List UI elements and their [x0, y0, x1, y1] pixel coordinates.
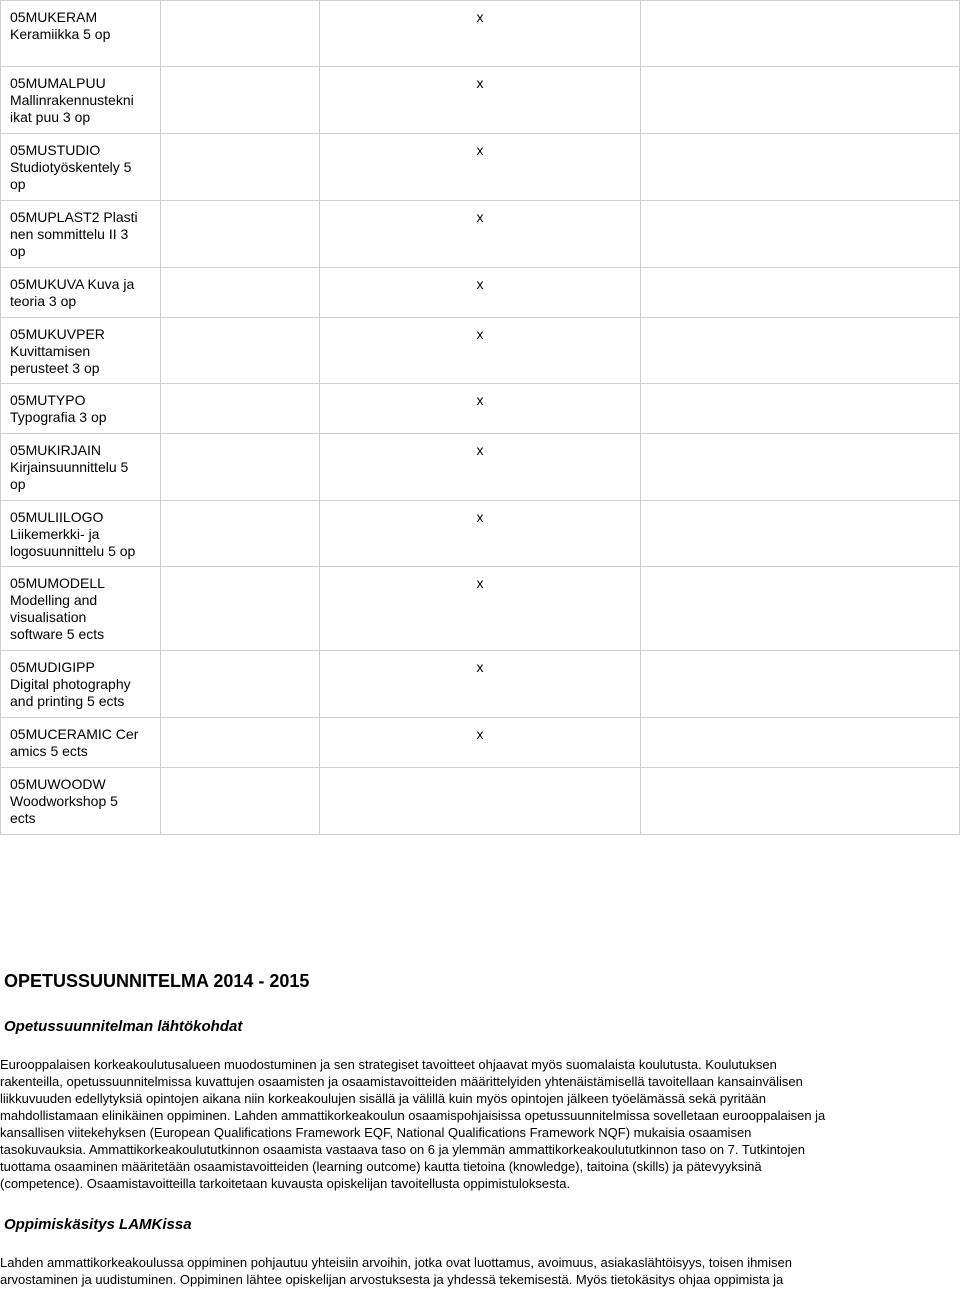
- course-mark-cell: [320, 268, 641, 318]
- course-mark: x: [476, 392, 484, 408]
- table-row: [1, 268, 960, 318]
- empty-cell: [161, 67, 320, 134]
- course-name-cell: [1, 384, 161, 434]
- course-name-cell: [1, 434, 161, 501]
- course-name: 05MUKUVA Kuva ja teoria 3 op: [10, 276, 135, 309]
- course-name: 05MULIILOGO Liikemerkki- ja logosuunnittelu 5 op: [10, 509, 136, 559]
- empty-cell: [161, 651, 320, 718]
- empty-cell: [161, 1, 320, 67]
- empty-cell: [161, 501, 320, 567]
- course-mark-cell: [320, 768, 641, 835]
- empty-cell: [641, 134, 960, 201]
- empty-cell: [641, 718, 960, 768]
- section-heading-learning-concept: Oppimiskäsitys LAMKissa: [4, 1216, 192, 1233]
- course-name-cell: [1, 268, 161, 318]
- section-heading-curriculum-basis: Opetussuunnitelman lähtökohdat: [4, 1018, 243, 1035]
- empty-cell: [161, 318, 320, 384]
- course-mark-cell: [320, 318, 641, 384]
- course-name: 05MUWOODW Woodworkshop 5 ects: [10, 776, 118, 826]
- course-mark-cell: [320, 434, 641, 501]
- table-row: [1, 651, 960, 718]
- empty-cell: [641, 268, 960, 318]
- course-mark-cell: [320, 501, 641, 567]
- empty-cell: [641, 434, 960, 501]
- course-name-cell: [1, 67, 161, 134]
- empty-cell: [641, 1, 960, 67]
- empty-cell: [161, 268, 320, 318]
- course-name: 05MUSTUDIO Studiotyöskentely 5 op: [10, 142, 132, 192]
- empty-cell: [641, 384, 960, 434]
- course-mark-cell: [320, 67, 641, 134]
- empty-cell: [641, 318, 960, 384]
- empty-cell: [161, 134, 320, 201]
- empty-cell: [161, 567, 320, 651]
- empty-cell: [641, 201, 960, 268]
- table-row: [1, 318, 960, 384]
- table-row: [1, 384, 960, 434]
- course-mark: [320, 768, 640, 776]
- course-name: 05MUCERAMIC Cer amics 5 ects: [10, 726, 139, 759]
- course-name-cell: [1, 718, 161, 768]
- course-mark-cell: [320, 1, 641, 67]
- course-name: 05MUPLAST2 Plasti nen sommittelu II 3 op: [10, 209, 138, 259]
- course-name-cell: [1, 501, 161, 567]
- course-mark: x: [476, 575, 484, 591]
- table-row: [1, 434, 960, 501]
- course-mark-cell: [320, 201, 641, 268]
- empty-cell: [161, 768, 320, 835]
- course-name: 05MUDIGIPP Digital photography and printing 5 ects: [10, 659, 131, 709]
- course-name: 05MUKERAM Keramiikka 5 op: [10, 9, 111, 42]
- course-mark: x: [476, 276, 484, 292]
- table-row: [1, 501, 960, 567]
- course-mark-cell: [320, 651, 641, 718]
- table-row: [1, 768, 960, 835]
- course-mark: x: [476, 509, 484, 525]
- table-row: [1, 1, 960, 67]
- document-title: OPETUSSUUNNITELMA 2014 - 2015: [4, 971, 310, 991]
- empty-cell: [641, 67, 960, 134]
- empty-cell: [641, 501, 960, 567]
- empty-cell: [641, 567, 960, 651]
- course-mark: x: [476, 9, 484, 25]
- course-name-cell: [1, 651, 161, 718]
- empty-cell: [161, 718, 320, 768]
- table-row: [1, 567, 960, 651]
- table-row: [1, 67, 960, 134]
- course-name-cell: [1, 134, 161, 201]
- course-mark: x: [476, 659, 484, 675]
- course-mark: x: [476, 326, 484, 342]
- course-mark-cell: [320, 567, 641, 651]
- empty-cell: [641, 651, 960, 718]
- section-paragraph-learning-concept: Lahden ammattikorkeakoulussa oppiminen pohjautuu yhteisiin arvoihin, jotka ovat luottamus, avoimuus, asiakaslähtöisyys, toisen ihmisen arvostaminen ja uudistuminen. Oppiminen lähtee opiskelijan arvostuksesta ja yhdessä tekemisestä. Myös tietokäsitys ohjaa oppimista ja: [0, 1255, 792, 1287]
- course-name-cell: [1, 318, 161, 384]
- section-paragraph-curriculum-basis: Eurooppalaisen korkeakoulutusalueen muodostuminen ja sen strategiset tavoitteet ohjaavat myös suomalaista koulutusta. Koulutuksen rakenteilla, opetussuunnitelmissa kuvattujen osaamisten ja osaamistavoitteiden määrittelyiden yhtenäistämisellä tavoitellaan kansainvälisen liikkuvuuden edellytyksiä opintojen aikana niin korkeakoulujen sisällä ja välillä kuin myös opintojen jälkeen työelämässä sekä pyritään mahdollistamaan elinikäinen oppiminen. Lahden ammattikorkeakoulun osaamispohjaisissa opetussuunnitelmissa sovelletaan eurooppalaisen ja kansallisen viitekehyksen (European Qualifications Framework EQF, National Qualifications Framework NQF) mukaisia osaamisen tasokuvauksia. Ammattikorkeakoulututkinnon osaamista vastaava taso on 6 ja ylemmän ammattikorkeakoulututkinnon taso on 7. Tutkintojen tuottama osaaminen määritetään osaamistavoitteiden (learning outcome) kautta tietoina (knowledge), taitoina (skills) ja pätevyyksinä (competence). Osaamistavoitteilla tarkoitetaan kuvausta opiskelijan tavoitellusta oppimistuloksesta.: [0, 1057, 826, 1191]
- table-row: [1, 718, 960, 768]
- empty-cell: [641, 768, 960, 835]
- course-mark-cell: [320, 134, 641, 201]
- empty-cell: [161, 384, 320, 434]
- course-mark: x: [476, 726, 484, 742]
- table-row: [1, 201, 960, 268]
- course-name: 05MUKIRJAIN Kirjainsuunnittelu 5 op: [10, 442, 129, 492]
- course-name: 05MUKUVPER Kuvittamisen perusteet 3 op: [10, 326, 105, 376]
- course-name: 05MUMALPUU Mallinrakennustekni ikat puu 3 op: [10, 75, 134, 125]
- course-mark-cell: [320, 718, 641, 768]
- table-row: [1, 134, 960, 201]
- empty-cell: [161, 434, 320, 501]
- course-name-cell: [1, 201, 161, 268]
- course-mark: x: [476, 75, 484, 91]
- course-mark: x: [476, 142, 484, 158]
- course-name-cell: [1, 768, 161, 835]
- course-mark: x: [476, 442, 484, 458]
- course-mark-cell: [320, 384, 641, 434]
- course-name: 05MUTYPO Typografia 3 op: [10, 392, 107, 425]
- course-name-cell: [1, 1, 161, 67]
- empty-cell: [161, 201, 320, 268]
- course-mark: x: [476, 209, 484, 225]
- course-name: 05MUMODELL Modelling and visualisation software 5 ects: [10, 575, 105, 642]
- course-name-cell: [1, 567, 161, 651]
